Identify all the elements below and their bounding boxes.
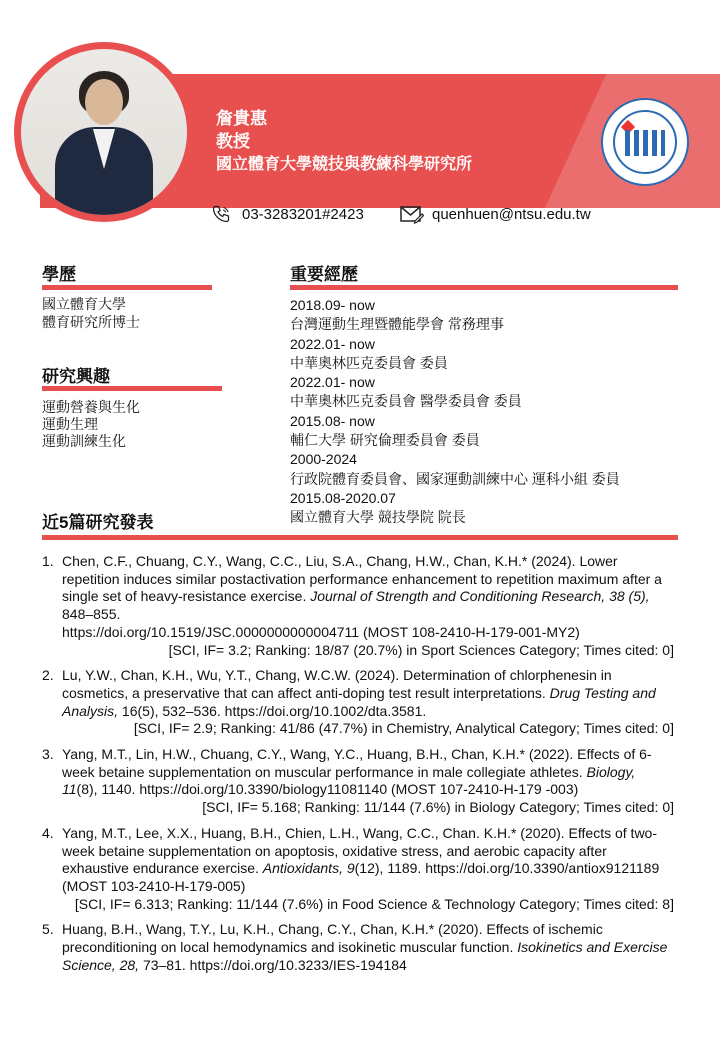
experience-line: 國立體育大學 競技學院 院長 <box>290 509 466 526</box>
publication-item <box>42 553 674 659</box>
publication-journal: Drug Testing and Analysis, <box>62 684 656 719</box>
interest-item: 運動訓練生化 <box>42 433 126 449</box>
experience-line: 2018.09- now <box>290 297 375 313</box>
publication-pages: 16(5), 532–536. https://doi.org/10.1002/dta.3581. <box>118 702 427 719</box>
publication-journal: Biology, 11 <box>62 763 636 798</box>
experience-line: 2022.01- now <box>290 335 375 352</box>
publication-ranking: [SCI, IF= 5.168; Ranking: 11/144 (7.6%) in Biology Category; Times cited: 0] <box>202 799 674 816</box>
publication-item <box>42 921 674 974</box>
experience-line: 2015.08-2020.07 <box>290 489 396 506</box>
publication-journal: Antioxidants, 9 <box>262 860 355 877</box>
publication-pages: 73–81. https://doi.org/10.3233/IES-194184 <box>139 956 407 973</box>
phone-icon <box>211 204 231 224</box>
publication-authors: Yang, M.T., Lee, X.X., Huang, B.H., Chien, L.H., Wang, C.C., Chan. K.H.* (2020). Effects of two-week betaine supplementation on apoptosis, oxidative stress, and aerobic capacity after exhaustive endurance exercise. <box>62 824 657 877</box>
publications-rule <box>42 535 678 540</box>
education-heading: 學歷 <box>42 265 76 284</box>
publication-ranking: [SCI, IF= 3.2; Ranking: 18/87 (20.7%) in Sport Sciences Category; Times cited: 0] <box>168 641 674 658</box>
experience-line: 台灣運動生理暨體能學會 常務理事 <box>290 316 504 333</box>
publication-item <box>42 825 674 914</box>
experience-line: 行政院體育委員會、國家運動訓練中心 運科小組 委員 <box>290 470 620 487</box>
experience-line: 中華奧林匹克委員會 委員 <box>290 354 448 371</box>
experience-heading: 重要經歷 <box>290 265 358 284</box>
publication-authors: Huang, B.H., Wang, T.Y., Lu, K.H., Chang, C.Y., Chan, K.H.* (2020). Effects of ischemic preconditioning on local hemodynamics and isokinetic muscular function. <box>62 921 603 956</box>
publication-number: 2. <box>42 667 54 684</box>
phone-number[interactable]: 03-3283201#2423 <box>242 206 364 223</box>
publications-heading: 近5篇研究發表 <box>42 513 154 532</box>
publication-item <box>42 667 674 738</box>
publication-journal: Isokinetics and Exercise Science, 28, <box>62 939 668 973</box>
experience-line: 輔仁大學 研究倫理委員會 委員 <box>290 432 480 449</box>
experience-rule <box>290 285 678 290</box>
experience-line: 2022.01- now <box>290 374 375 391</box>
profile-department: 國立體育大學競技與教練科學研究所 <box>216 156 473 173</box>
publication-authors: Chen, C.F., Chuang, C.Y., Wang, C.C., Liu, S.A., Chang, H.W., Chan, K.H.* (2024). Lower repetition induces similar postactivation performance enhancement to repetition maximum after a single set of heavy-resistance exercise. <box>62 553 662 605</box>
experience-line: 2015.08- now <box>290 412 375 429</box>
publication-number: 3. <box>42 746 54 763</box>
publication-pages: (8), 1140. https://doi.org/10.3390/biology11081140 (MOST 107-2410-H-179 -003) <box>76 781 579 798</box>
logo-bars-icon <box>625 130 665 156</box>
education-line: 國立體育大學 <box>42 296 126 312</box>
publication-list <box>42 553 674 982</box>
publication-ranking: [SCI, IF= 6.313; Ranking: 11/144 (7.6%) in Food Science & Technology Category; Times cited: 8] <box>74 895 674 912</box>
photo-face <box>85 79 123 125</box>
education-line: 體育研究所博士 <box>42 314 140 330</box>
experience-line: 中華奧林匹克委員會 醫學委員會 委員 <box>290 393 522 410</box>
education-rule <box>42 285 212 290</box>
mail-icon <box>400 206 424 224</box>
experience-list <box>290 296 690 528</box>
publication-authors: Yang, M.T., Lin, H.W., Chuang, C.Y., Wang, Y.C., Huang, B.H., Chan, K.H.* (2022). Effects of 6-week betaine supplementation on muscular performance in male collegiate athletes. <box>62 746 652 780</box>
experience-line: 2000-2024 <box>290 451 357 468</box>
institute-logo <box>601 98 689 186</box>
interest-item: 運動生理 <box>42 416 98 432</box>
interests-heading: 研究興趣 <box>42 367 110 386</box>
publication-number: 4. <box>42 824 54 841</box>
profile-title: 教授 <box>216 132 250 151</box>
publication-number: 1. <box>42 553 54 569</box>
interests-rule <box>42 386 222 391</box>
publication-pages: 848–855. <box>62 606 121 623</box>
publication-number: 5. <box>42 921 54 938</box>
email-link[interactable]: quenhuen@ntsu.edu.tw <box>432 206 591 223</box>
publication-doi[interactable]: https://doi.org/10.1519/JSC.0000000000004711 (MOST 108-2410-H-179-001-MY2) <box>62 623 580 640</box>
interest-item: 運動營養與生化 <box>42 399 140 415</box>
publication-item <box>42 746 674 817</box>
publication-ranking: [SCI, IF= 2.9; Ranking: 41/86 (47.7%) in Chemistry, Analytical Category; Times cited: 0] <box>133 720 674 737</box>
profile-photo <box>21 49 187 215</box>
publication-pages: (12), 1189. https://doi.org/10.3390/antiox9121189 (MOST 103-2410-H-179-005) <box>62 860 660 894</box>
publication-authors: Lu, Y.W., Chan, K.H., Wu, Y.T., Chang, W.C.W. (2024). Determination of chlorphenesin in cosmetics, a preservative that can affect anti-doping test result interpretations. <box>62 667 612 701</box>
profile-name: 詹貴惠 <box>216 109 267 128</box>
publication-journal: Journal of Strength and Conditioning Research, 38 (5), <box>310 588 650 605</box>
